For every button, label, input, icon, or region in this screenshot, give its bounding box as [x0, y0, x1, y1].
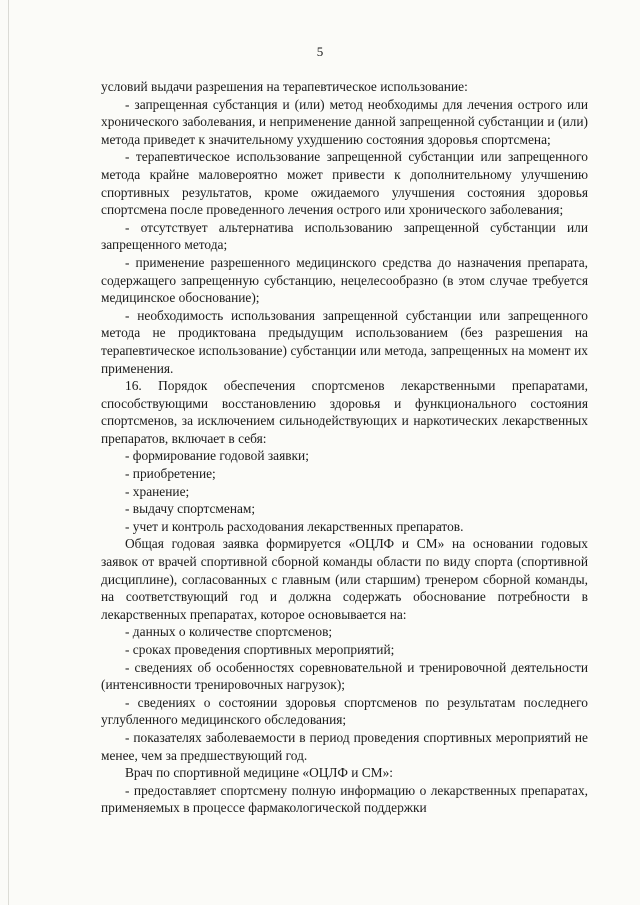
paragraph: Общая годовая заявка формируется «ОЦЛФ и СМ» на основании годовых заявок от врачей спортивной сборной команды области по виду спорта (спортивной дисциплине), согласованных с главным (или старшим) тренером сборной команды, на соответствующий год и должна содержать обоснование потребности в лекарственных препаратах, которое основывается на:	[101, 536, 588, 622]
list-item: - сроках проведения спортивных мероприятий;	[125, 642, 395, 657]
paragraph: 16. Порядок обеспечения спортсменов лекарственными препаратами, способствующими восстановлению здоровья и функционального состояния спортсменов, за исключением сильнодействующих и наркотических лекарственных препаратов, включает в себя:	[101, 378, 588, 446]
paragraph: условий выдачи разрешения на терапевтическое использование:	[101, 79, 468, 94]
list-item: - учет и контроль расходования лекарственных препаратов.	[125, 518, 464, 534]
paragraph: - сведениях о состоянии здоровья спортсменов по результатам последнего углубленного медицинского обследования;	[101, 694, 588, 728]
list-item: - данных о количестве спортсменов;	[125, 624, 333, 640]
paragraph: - необходимость использования запрещенной субстанции или запрещенного метода не продиктована предыдущим использованием (без разрешения на терапевтическое использование) субстанции или метода, запрещенных на момент их применения.	[101, 307, 588, 376]
scan-edge-line	[8, 0, 9, 905]
paragraph: - сведениях об особенностях соревновательной и тренировочной деятельности (интенсивности тренировочных нагрузок);	[101, 659, 588, 693]
paragraph: - предоставляет спортсмену полную информацию о лекарственных препаратах, применяемых в процессе фармакологической поддержки	[101, 782, 588, 816]
list-item: - хранение;	[125, 483, 190, 499]
list-item: - формирование годовой заявки;	[125, 448, 309, 464]
list-item: - выдачу спортсменам;	[125, 501, 256, 517]
paragraph: Врач по спортивной медицине «ОЦЛФ и СМ»:	[125, 765, 394, 781]
paragraph: - запрещенная субстанция и (или) метод необходимы для лечения острого или хронического заболевания, и неприменение данной запрещенной субстанции и (или) метода приведет к значительному ухудшению состояния здоровья спортсмена;	[101, 96, 588, 147]
paragraph: - терапевтическое использование запрещенной субстанции или запрещенного метода крайне маловероятно может привести к дополнительному улучшению спортивных результатов, кроме ожидаемого улучшения состояния здоровья спортсмена после проведенного лечения острого или хронического заболевания;	[101, 149, 588, 218]
page-number: 5	[316, 44, 324, 59]
document-body	[101, 78, 588, 817]
paragraph: - отсутствует альтернатива использованию запрещенной субстанции или запрещенного метода;	[101, 219, 588, 253]
paragraph: - показателях заболеваемости в период проведения спортивных мероприятий не менее, чем за предшествующий год.	[101, 729, 588, 763]
list-item: - приобретение;	[125, 466, 216, 482]
paragraph: - применение разрешенного медицинского средства до назначения препарата, содержащего запрещенную субстанцию, нецелесообразно (в этом случае требуется медицинское обоснование);	[101, 254, 588, 306]
